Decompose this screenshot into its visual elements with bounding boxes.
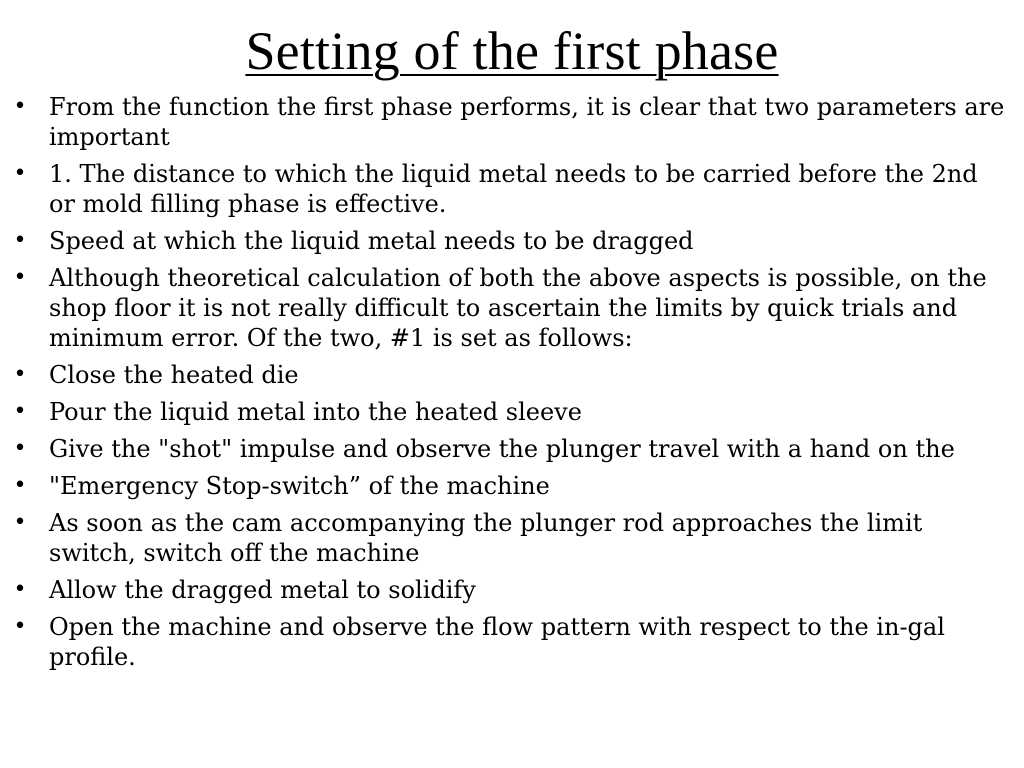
slide-title: Setting of the first phase <box>245 21 779 81</box>
bullet-item <box>10 471 1010 501</box>
bullet-icon: • <box>13 436 27 461</box>
bullet-icon: • <box>13 577 27 602</box>
bullet-text: Close the heated die <box>49 361 299 389</box>
bullet-icon: • <box>13 265 27 290</box>
bullet-text: Give the "shot" impulse and observe the plunger travel with a hand on the <box>49 435 955 463</box>
bullet-item <box>10 397 1010 427</box>
bullet-item <box>10 226 1010 256</box>
bullet-icon: • <box>13 161 27 186</box>
bullet-item <box>10 92 1010 152</box>
bullet-icon: • <box>13 510 27 535</box>
bullet-item <box>10 434 1010 464</box>
bullet-item <box>10 508 1010 568</box>
bullet-text: Pour the liquid metal into the heated sleeve <box>49 398 582 426</box>
bullet-icon: • <box>13 473 27 498</box>
bullet-list <box>10 92 1010 679</box>
bullet-text: Speed at which the liquid metal needs to be dragged <box>49 227 694 255</box>
bullet-text: Open the machine and observe the flow pattern with respect to the in-gal profile. <box>49 613 945 671</box>
bullet-item <box>10 575 1010 605</box>
bullet-icon: • <box>13 228 27 253</box>
bullet-text: 1. The distance to which the liquid metal needs to be carried before the 2nd or mold filling phase is effective. <box>49 160 978 218</box>
bullet-text: Although theoretical calculation of both the above aspects is possible, on the shop floor it is not really difficult to ascertain the limits by quick trials and minimum error. Of the two, #1 is set as follows: <box>49 264 987 352</box>
bullet-icon: • <box>13 399 27 424</box>
bullet-item <box>10 612 1010 672</box>
bullet-icon: • <box>13 362 27 387</box>
bullet-icon: • <box>13 94 27 119</box>
bullet-item <box>10 263 1010 353</box>
bullet-text: "Emergency Stop-switch” of the machine <box>49 472 550 500</box>
bullet-icon: • <box>13 614 27 639</box>
bullet-text: As soon as the cam accompanying the plunger rod approaches the limit switch, switch off the machine <box>49 509 923 567</box>
bullet-text: From the function the first phase performs, it is clear that two parameters are important <box>49 93 1005 151</box>
bullet-item <box>10 360 1010 390</box>
bullet-text: Allow the dragged metal to solidify <box>49 576 476 604</box>
bullet-item <box>10 159 1010 219</box>
